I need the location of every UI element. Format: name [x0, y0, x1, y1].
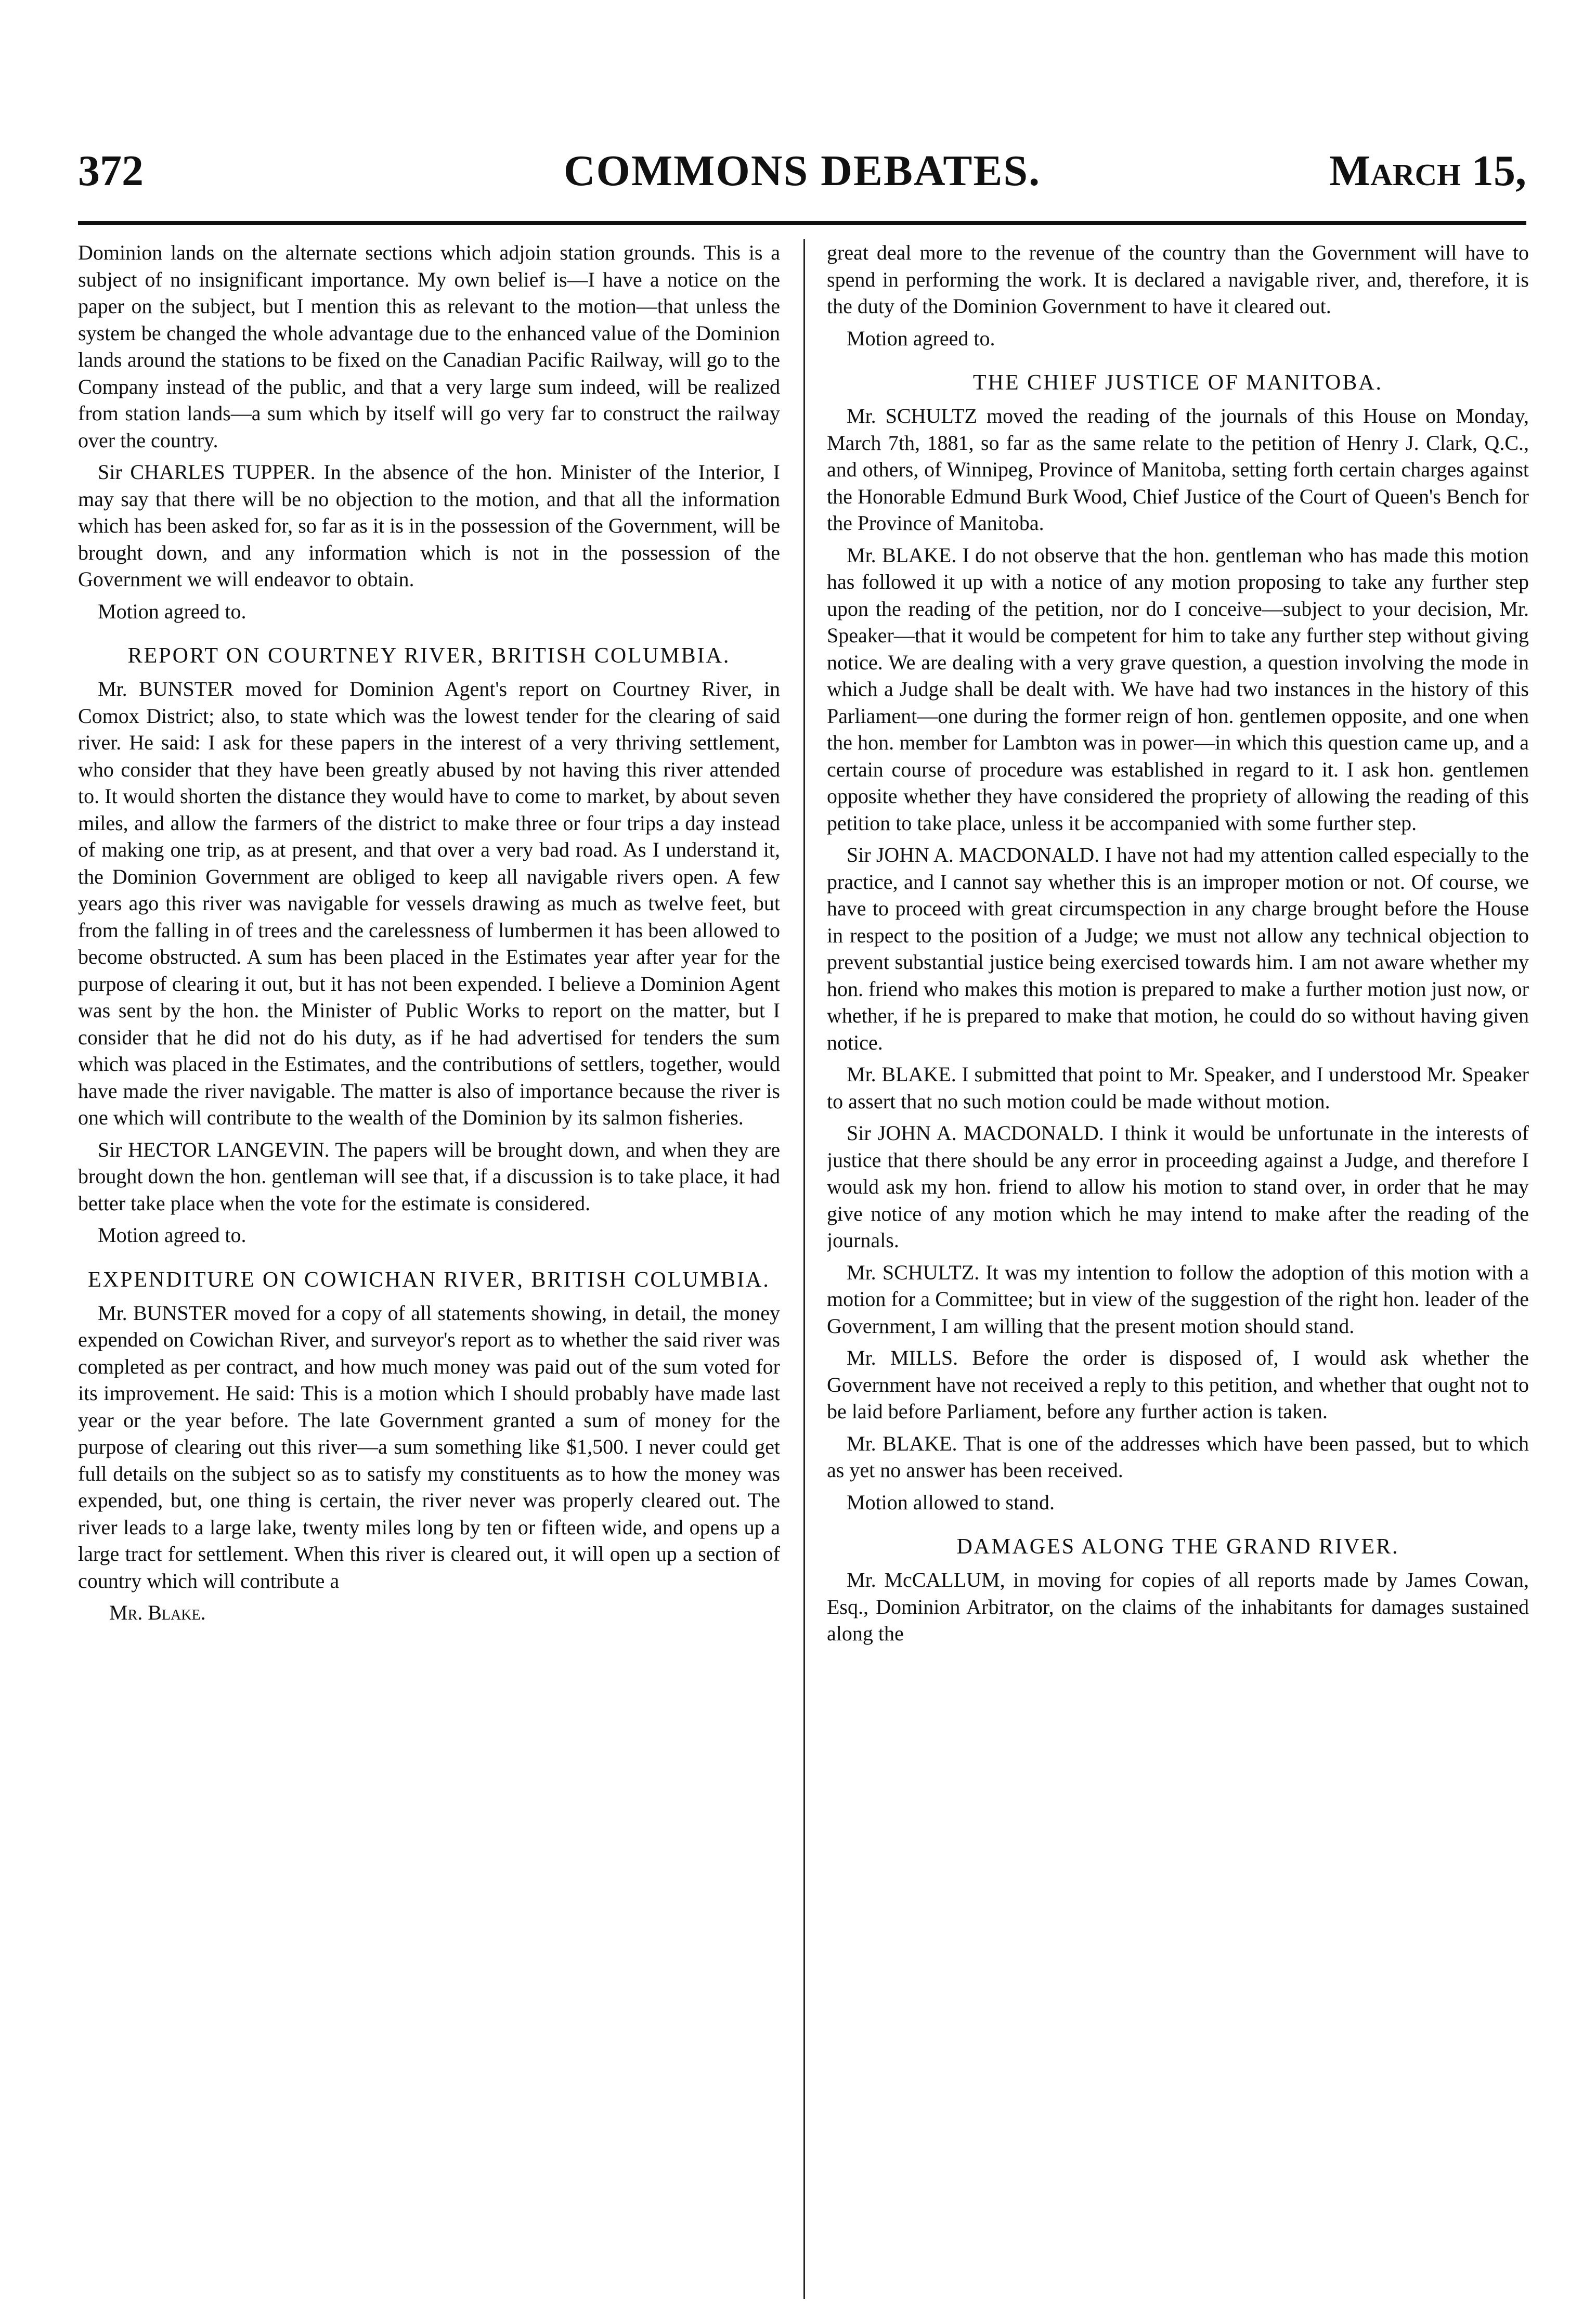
- paragraph: Mr. BLAKE. That is one of the addresses which have been passed, but to which as yet no answer has been received.: [827, 1431, 1529, 1482]
- page-date: March 15,: [1329, 147, 1526, 195]
- paragraph: Sir HECTOR LANGEVIN. The papers will be brought down, and when they are brought down the hon. gentleman will see that, if a discussion is to take place, it had better take place when the vote for the estimate is considered.: [78, 1137, 780, 1215]
- page: [78, 140, 1529, 2299]
- paragraph: Motion agreed to.: [98, 599, 246, 623]
- paragraph: Mr. MILLS. Before the order is disposed of, I would ask whether the Government have not received a reply to this petition, and whether that ought not to be laid before Parliament, before any further action is taken.: [827, 1346, 1529, 1423]
- left-column: [78, 239, 780, 2299]
- paragraph: Motion allowed to stand.: [847, 1490, 1055, 1514]
- page-header: [78, 140, 1526, 218]
- page-title: COMMONS DEBATES.: [563, 147, 1041, 195]
- paragraph: Sir JOHN A. MACDONALD. I think it would be unfortunate in the interests of justice that there should be any error in proceeding against a Judge, and therefore I would ask my hon. friend to allow his motion to stand over, in order that he may give notice of any motion which he may intend to make after the reading of the journals.: [827, 1121, 1529, 1252]
- page-footer: Mr. Blake.: [109, 1601, 206, 1624]
- header-rule: [78, 221, 1526, 225]
- paragraph: Mr. BLAKE. I submitted that point to Mr. Speaker, and I understood Mr. Speaker to assert that no such motion could be made without motion.: [827, 1063, 1529, 1113]
- paragraph: Mr. McCALLUM, in moving for copies of all reports made by James Cowan, Esq., Dominion Arbitrator, on the claims of the inhabitants for damages sustained along the: [827, 1568, 1529, 1645]
- paragraph: Mr. BUNSTER moved for Dominion Agent's report on Courtney River, in Comox District; also, to state which was the lowest tender for the clearing of said river. He said: I ask for these papers in the interest of a very thriving settlement, who consider that they have been greatly abused by not having this river attended to. It would shorten the distance they would have to come to market, by about seven miles, and allow the farmers of the district to make three or four trips a day instead of making one trip, as at present, and that over a very bad road. As I understand it, the Dominion Government are obliged to keep all navigable rivers open. A few years ago this river was navigable for vessels drawing as much as twelve feet, but from the falling in of trees and the carelessness of lumbermen it has been allowed to become obstructed. A sum has been placed in the Estimates year after year for the purpose of clearing it out, but it has not been expended. I believe a Dominion Agent was sent by the hon. the Minister of Public Works to report on the matter, but I consider that he did not do his duty, as if he had advertised for tenders the sum which was placed in the Estimates, and the contributions of settlers, together, would have made the river navigable. The matter is also of importance because the river is one which will contribute to the wealth of the Dominion by its salmon fisheries.: [78, 677, 780, 1129]
- paragraph: Motion agreed to.: [847, 326, 995, 350]
- paragraph: Sir JOHN A. MACDONALD. I have not had my attention called especially to the practice, and I cannot say whether this is an improper motion or not. Of course, we have to proceed with great circumspection in any charge brought before the House in respect to the position of a Judge; we must not allow any technical objection to prevent substantial justice being exercised towards him. I am not aware whether my hon. friend who makes this motion is prepared to make a further motion just now, or whether, if he is prepared to make that motion, he could do so without having given notice.: [827, 843, 1529, 1054]
- section-heading: EXPENDITURE ON COWICHAN RIVER, BRITISH COLUMBIA.: [88, 1267, 770, 1292]
- paragraph: Dominion lands on the alternate sections which adjoin station grounds. This is a subject of no insignificant importance. My own belief is—I have a notice on the paper on the subject, but I mention this as relevant to the motion—that unless the system be changed the whole advantage due to the enhanced value of the Dominion lands around the stations to be fixed on the Canadian Pacific Railway, will go to the Company instead of the public, and that a very large sum indeed, will be realized from station lands—a sum which by itself will go very far to construct the railway over the country.: [78, 241, 780, 452]
- paragraph: Mr. SCHULTZ moved the reading of the journals of this House on Monday, March 7th, 1881, so far as the same relate to the petition of Henry J. Clark, Q.C., and others, of Winnipeg, Province of Manitoba, setting forth certain charges against the Honorable Edmund Burk Wood, Chief Justice of the Court of Queen's Bench for the Province of Manitoba.: [827, 404, 1529, 535]
- page-number: 372: [78, 147, 144, 195]
- paragraph: Mr. SCHULTZ. It was my intention to follow the adoption of this motion with a motion for a Committee; but in view of the suggestion of the right hon. leader of the Government, I am willing that the present motion should stand.: [827, 1260, 1529, 1338]
- paragraph: Mr. BLAKE. I do not observe that the hon. gentleman who has made this motion has followed it up with a notice of any motion proposing to take any further step upon the reading of the petition, nor do I conceive—subject to your decision, Mr. Speaker—that it would be competent for him to take any further step without giving notice. We are dealing with a very grave question, a question involving the mode in which a Judge shall be dealt with. We have had two instances in the history of this Parliament—one during the former reign of hon. gentlemen opposite, and one when the hon. member for Lambton was in power—in which this question came up, and a certain course of procedure was established in regard to it. I ask hon. gentlemen opposite whether they have considered the propriety of allowing the reading of this petition to take place, unless it be accompanied with some further step.: [827, 543, 1529, 835]
- section-heading: DAMAGES ALONG THE GRAND RIVER.: [956, 1535, 1399, 1559]
- paragraph: great deal more to the revenue of the country than the Government will have to spend in performing the work. It is declared a navigable river, and, therefore, it is the duty of the Dominion Government to have it cleared out.: [827, 241, 1529, 318]
- section-heading: THE CHIEF JUSTICE OF MANITOBA.: [972, 371, 1383, 395]
- section-heading: REPORT ON COURTNEY RIVER, BRITISH COLUMBIA.: [127, 644, 731, 668]
- right-column: [827, 239, 1529, 2299]
- paragraph: Mr. BUNSTER moved for a copy of all statements showing, in detail, the money expended on Cowichan River, and surveyor's report as to whether the said river was completed as per contract, and how much money was paid out of the sum voted for its improvement. He said: This is a motion which I should probably have made last year or the year before. The late Government granted a sum of money for the purpose of clearing out this river—a sum something like $1,500. I never could get full details on the subject so as to satisfy my constituents as to how the money was expended, but, one thing is certain, the river never was properly cleared out. The river leads to a large lake, twenty miles long by ten or fifteen wide, and opens up a large tract for settlement. When this river is cleared out, it will open up a section of country which will contribute a: [78, 1301, 780, 1593]
- paragraph: Sir CHARLES TUPPER. In the absence of the hon. Minister of the Interior, I may say that there will be no objection to the motion, and that all the information which has been asked for, so far as it is in the possession of the Government, will be brought down, and any information which is not in the possession of the Government we will endeavor to obtain.: [78, 460, 780, 591]
- paragraph: Motion agreed to.: [98, 1223, 246, 1247]
- column-divider: [803, 239, 805, 2299]
